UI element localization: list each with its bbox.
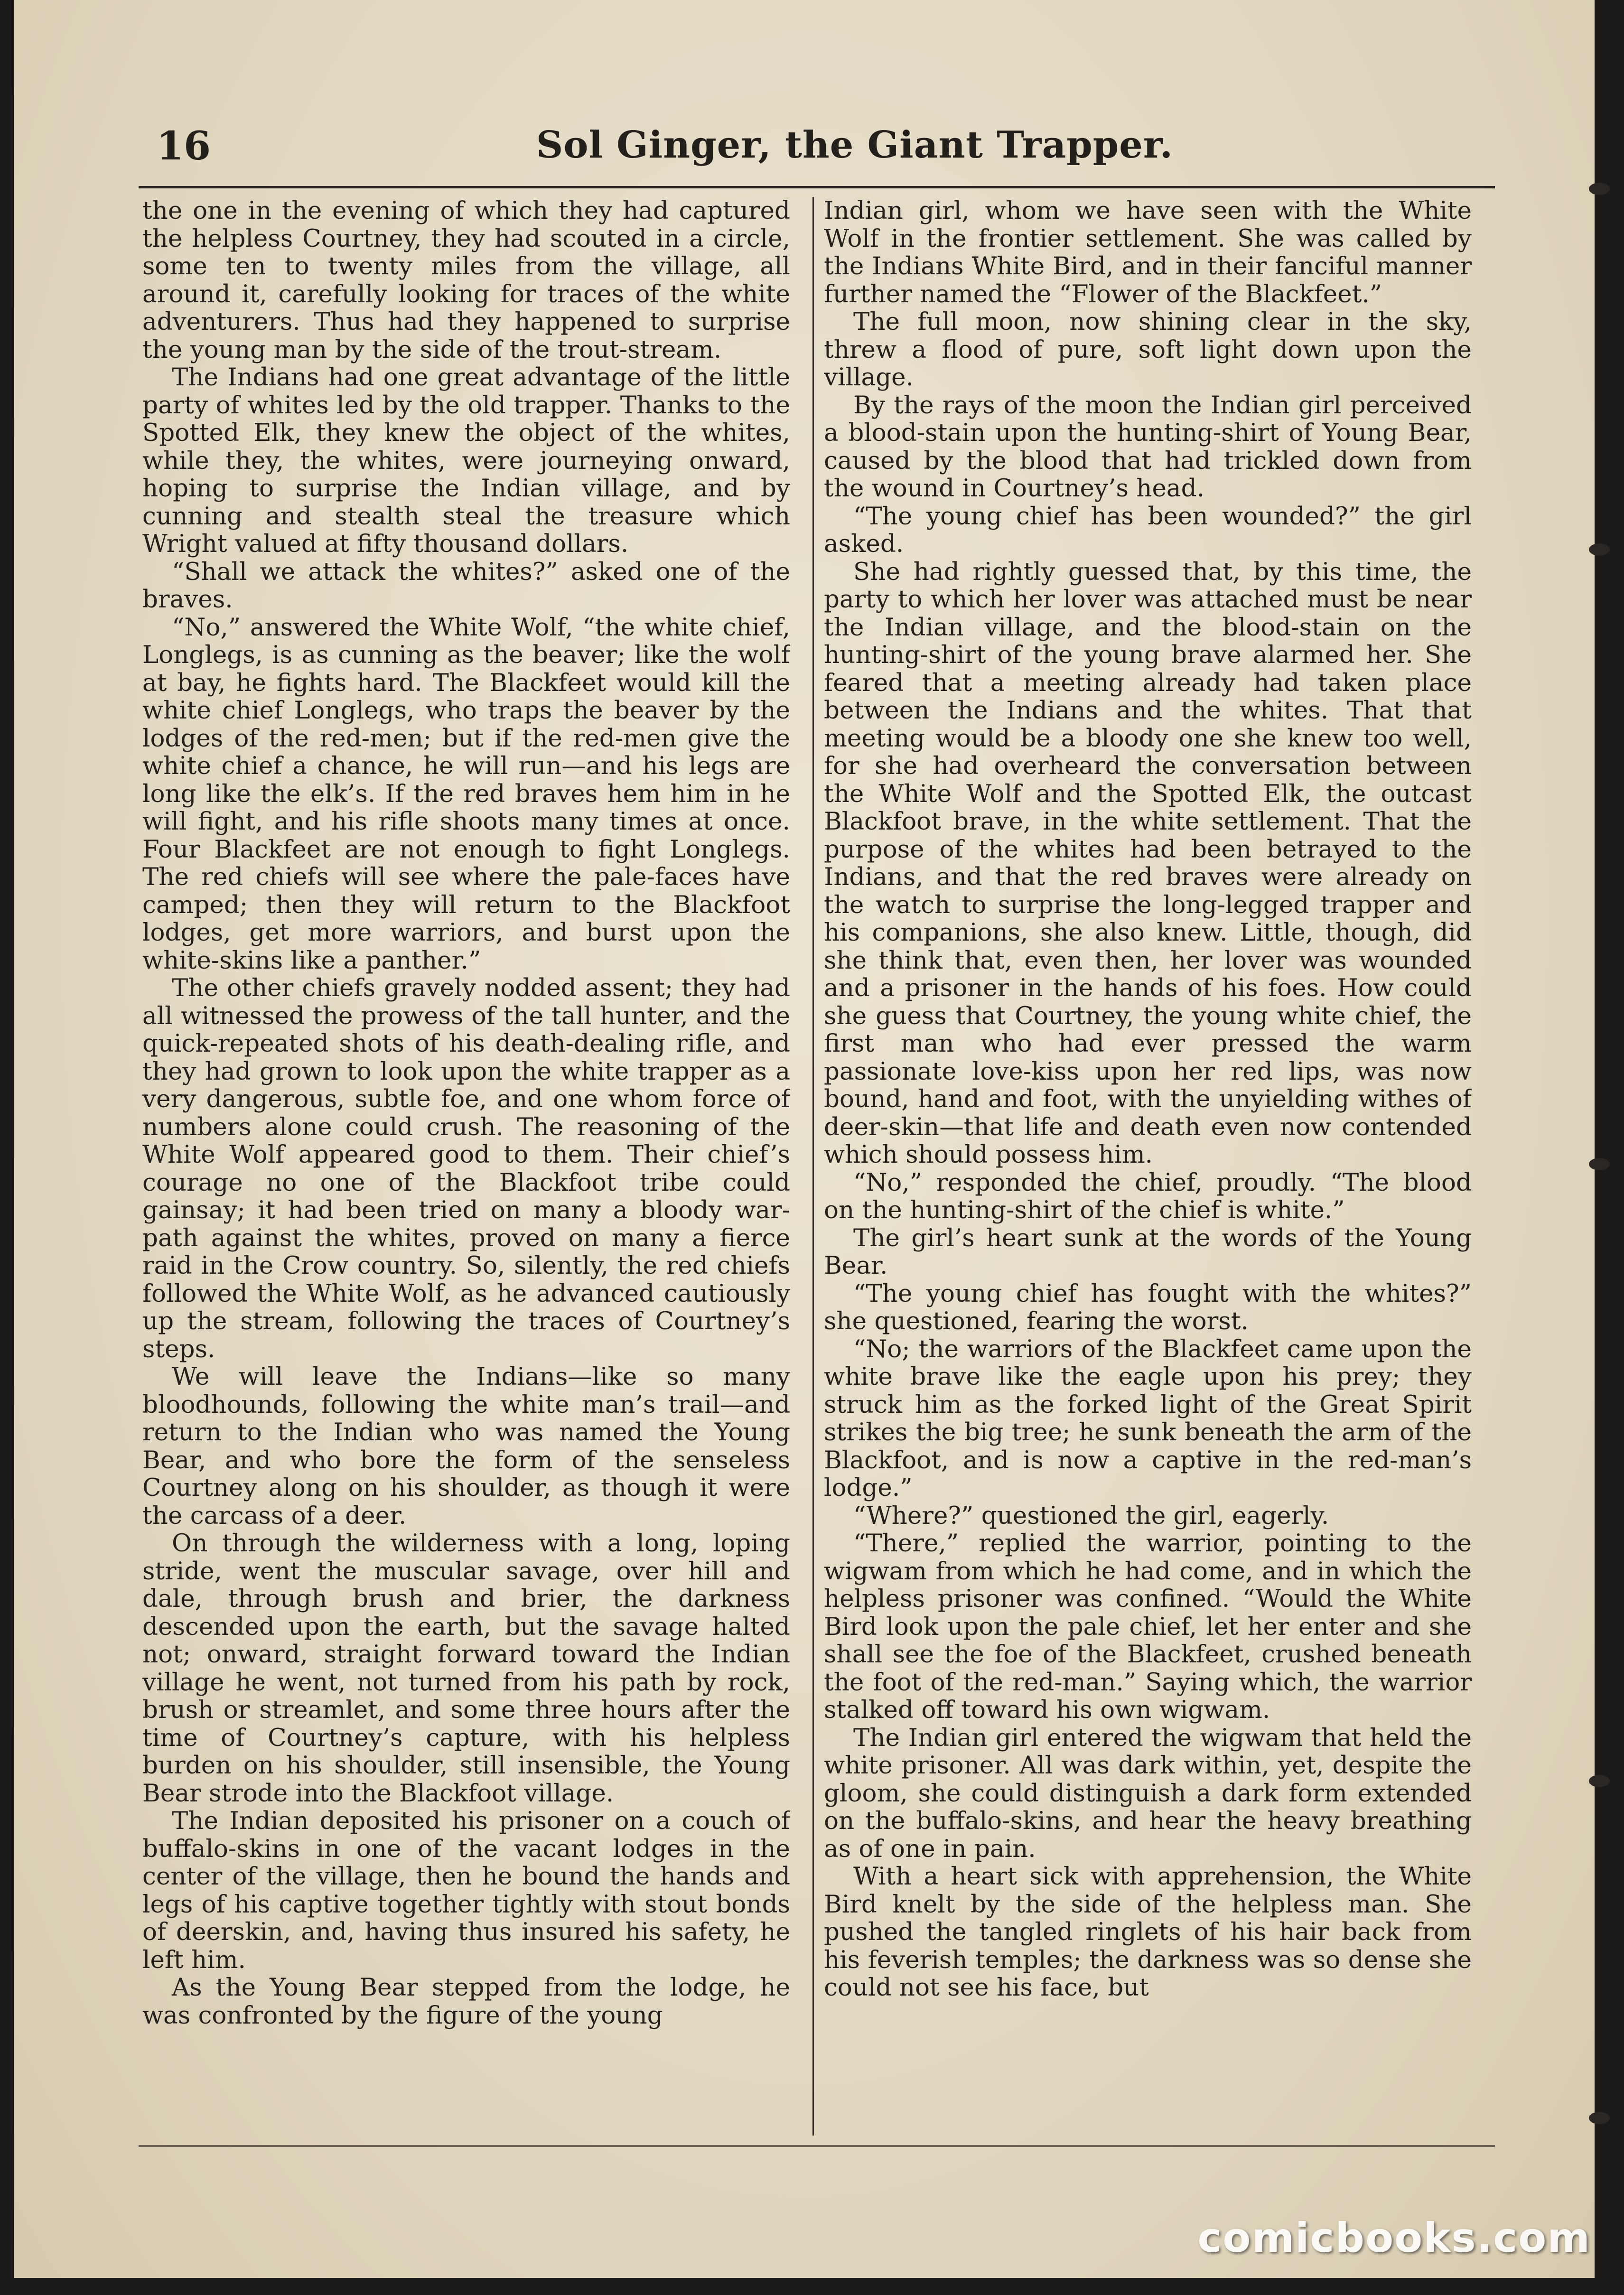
staple-hole: [1589, 1158, 1610, 1170]
paragraph: “No; the warriors of the Blackfeet came upon the white brave like the eagle upon his prey; they struck him as the forked light of the Great Spirit strikes the big tree; he sunk beneath the arm of the Blackfoot, and is now a captive in the red-man’s lodge.”: [824, 1334, 1472, 1502]
paragraph: The other chiefs gravely nodded assent; they had all witnessed the prowess of the tall hunter, and the quick-repeated shots of his death-dealing rifle, and they had grown to look upon the white trapper as a very dangerous, subtle foe, and one whom force of numbers alone could crush. The reasoning of the White Wolf appeared good to them. Their chief’s courage no one of the Blackfoot tribe could gainsay; it had been tried on many a bloody war-path against the whites, proved on many a fierce raid in the Crow country. So, silently, the red chiefs followed the White Wolf, as he advanced cautiously up the stream, following the traces of Courtney’s steps.: [142, 974, 790, 1363]
paragraph: “No,” answered the White Wolf, “the white chief, Longlegs, is as cunning as the beaver; like the wolf at bay, he fights hard. The Blackfeet would kill the white chief Longlegs, who traps the beaver by the lodges of the red-men; but if the red-men give the white chief a chance, he will run—and his legs are long like the elk’s. If the red braves hem him in he will fight, and his rifle shoots many times at once. Four Blackfeet are not enough to fight Longlegs. The red chiefs will see where the pale-faces have camped; then they will return to the Blackfoot lodges, get more warriors, and burst upon the white-skins like a panther.”: [142, 613, 790, 975]
left-column: [142, 197, 790, 2138]
right-column: [824, 197, 1472, 2138]
paragraph: As the Young Bear stepped from the lodge, he was confronted by the figure of the young: [142, 1973, 790, 2030]
column-divider: [812, 197, 814, 2136]
running-title: Sol Ginger, the Giant Trapper.: [536, 123, 1173, 167]
page-number: 16: [157, 123, 211, 169]
paragraph: We will leave the Indians—like so many bloodhounds, following the white man’s trail—and return to the Indian who was named the Young Bear, and who bore the form of the senseless Courtney along on his shoulder, as though it were the carcass of a deer.: [142, 1362, 790, 1530]
staple-hole: [1589, 2112, 1610, 2124]
staple-hole: [1589, 1775, 1610, 1787]
paragraph: “Where?” questioned the girl, eagerly.: [853, 1501, 1329, 1530]
paragraph: The girl’s heart sunk at the words of the Young Bear.: [824, 1223, 1472, 1280]
paragraph: She had rightly guessed that, by this time, the party to which her lover was attached must be near the Indian village, and the blood-stain on the hunting-shirt of the young brave alarmed her. She feared that a meeting already had taken place between the Indians and the whites. That that meeting would be a bloody one she knew too well, for she had overheard the conversation between the White Wolf and the Spotted Elk, the outcast Blackfoot brave, in the white settlement. That the purpose of the whites had been betrayed to the Indians, and that the red braves were already on the watch to surprise the long-legged trapper and his companions, she also knew. Little, though, did she think that, even then, her lover was wounded and a prisoner in the hands of his foes. How could she guess that Courtney, the young white chief, the first man who had ever pressed the warm passionate love-kiss upon her red lips, was now bound, hand and foot, with the unyielding withes of deer-skin—that life and death even now contended which should possess him.: [824, 557, 1472, 1169]
paragraph: On through the wilderness with a long, loping stride, went the muscular savage, over hill and dale, through brush and brier, the darkness descended upon the earth, but the savage halted not; onward, straight forward toward the Indian village he went, not turned from his path by rock, brush or streamlet, and some three hours after the time of Courtney’s capture, with his helpless burden on his shoulder, still insensible, the Young Bear strode into the Blackfoot village.: [142, 1529, 790, 1808]
paragraph: “Shall we attack the whites?” asked one of the braves.: [142, 557, 790, 614]
magazine-page: [14, 0, 1595, 2278]
header-rule: [139, 186, 1495, 188]
paragraph: The Indian deposited his prisoner on a couch of buffalo-skins in one of the vacant lodges in the center of the village, then he bound the hands and legs of his captive together tightly with stout bonds of deerskin, and, having thus insured his safety, he left him.: [142, 1807, 790, 1974]
paragraph: By the rays of the moon the Indian girl perceived a blood-stain upon the hunting-shirt of Young Bear, caused by the blood that had trickled down from the wound in Courtney’s head.: [824, 391, 1472, 503]
watermark: comicbooks.com: [1197, 2214, 1591, 2262]
paragraph: “The young chief has fought with the whites?” she questioned, fearing the worst.: [824, 1279, 1472, 1335]
paragraph: The Indians had one great advantage of the little party of whites led by the old trapper. Thanks to the Spotted Elk, they knew the object of the whites, while they, the whites, were journeying onward, hoping to surprise the Indian village, and by cunning and stealth steal the treasure which Wright valued at fifty thousand dollars.: [142, 363, 790, 558]
staple-hole: [1589, 543, 1610, 556]
paragraph: “The young chief has been wounded?” the girl asked.: [824, 502, 1472, 558]
paragraph: The full moon, now shining clear in the sky, threw a flood of pure, soft light down upon the village.: [824, 308, 1472, 392]
paragraph: the one in the evening of which they had captured the helpless Courtney, they had scouted in a circle, some ten to twenty miles from the village, all around it, carefully looking for traces of the white adventurers. Thus had they happened to surprise the young man by the side of the trout-stream.: [142, 197, 790, 364]
bottom-rule: [139, 2145, 1495, 2147]
paragraph: With a heart sick with apprehension, the White Bird knelt by the side of the helpless man. She pushed the tangled ringlets of his hair back from his feverish temples; the darkness was so dense she could not see his face, but: [824, 1862, 1472, 2002]
paragraph: Indian girl, whom we have seen with the White Wolf in the frontier settlement. She was called by the Indians White Bird, and in their fanciful manner further named the “Flower of the Blackfeet.”: [824, 197, 1472, 308]
paragraph: “There,” replied the warrior, pointing to the wigwam from which he had come, and in which the helpless prisoner was confined. “Would the White Bird look upon the pale chief, let her enter and she shall see the foe of the Blackfeet, crushed beneath the foot of the red-man.” Saying which, the warrior stalked off toward his own wigwam.: [824, 1529, 1472, 1724]
paragraph: “No,” responded the chief, proudly. “The blood on the hunting-shirt of the chief is white.”: [824, 1168, 1472, 1224]
page-header: [138, 109, 1500, 176]
staple-hole: [1589, 183, 1610, 195]
paragraph: The Indian girl entered the wigwam that held the white prisoner. All was dark within, yet, despite the gloom, she could distinguish a dark form extended on the buffalo-skins, and hear the heavy breathing as of one in pain.: [824, 1723, 1472, 1863]
